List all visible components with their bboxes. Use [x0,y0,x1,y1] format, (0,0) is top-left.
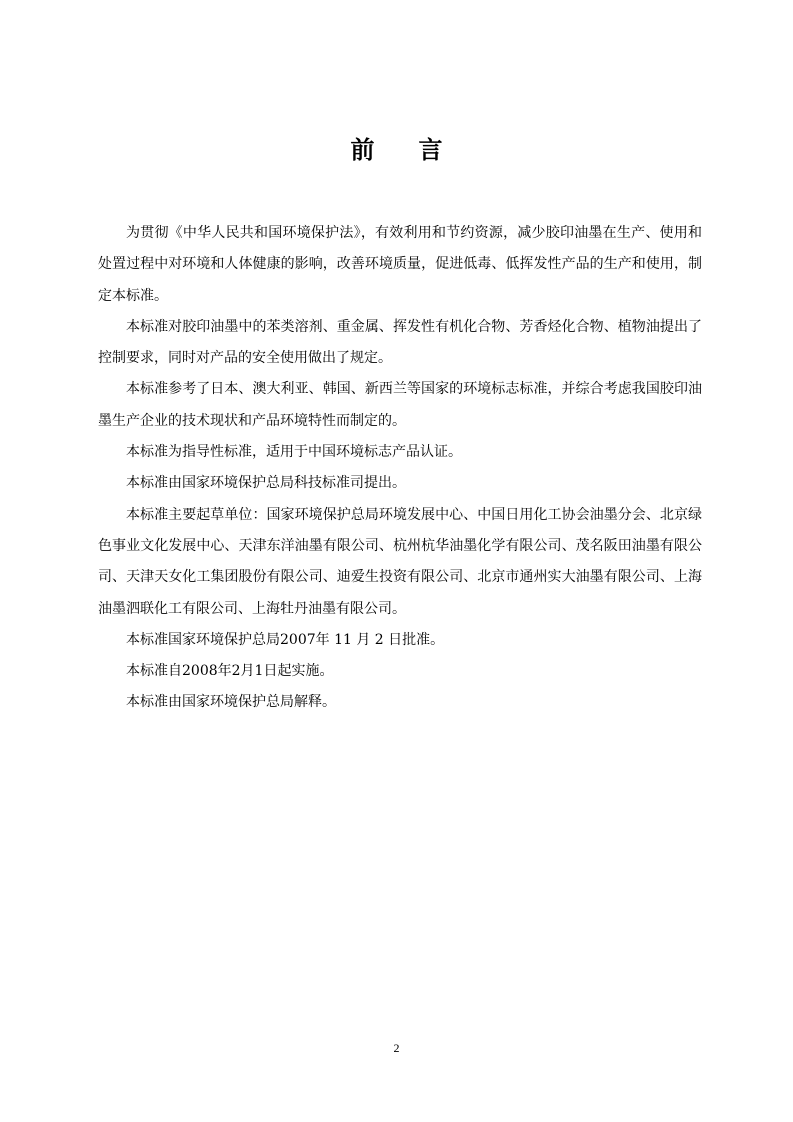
paragraph-references: 本标准参考了日本、澳大利亚、韩国、新西兰等国家的环境标志标准，并综合考虑我国胶印油墨生产企业的技术现状和产品环境特性而制定的。 [98,381,702,429]
paragraph-scope-controls: 本标准对胶印油墨中的苯类溶剂、重金属、挥发性有机化合物、芳香烃化合物、植物油提出了控制要求，同时对产品的安全使用做出了规定。 [98,318,702,367]
paragraph-applicability: 本标准为指导性标准，适用于中国环境标志产品认证。 [126,444,462,461]
paragraph-interpretation: 本标准由国家环境保护总局解释。 [126,694,336,711]
paragraph-purpose: 为贯彻《中华人民共和国环境保护法》，有效利用和节约资源，减少胶印油墨在生产、使用和处置过程中对环境和人体健康的影响，改善环境质量，促进低毒、低挥发性产品的生产和使用，制定本标准。 [98,225,702,304]
page-title: 前言 [350,136,487,164]
paragraph-proposer: 本标准由国家环境保护总局科技标准司提出。 [126,475,406,492]
paragraph-drafting-units: 本标准主要起草单位：国家环境保护总局环境发展中心、中国日用化工协会油墨分会、北京绿色事业文化发展中心、天津东洋油墨有限公司、杭州杭华油墨化学有限公司、茂名阪田油墨有限公司、天津天女化工集团股份有限公司、迪爱生投资有限公司、北京市通州实大油墨有限公司、上海油墨泗联化工有限公司、上海牡丹油墨有限公司。 [98,506,702,617]
paragraph-effective-date: 本标准自2008年2月1日起实施。 [126,663,334,680]
page-number: 2 [393,1041,400,1055]
paragraph-approval-date: 本标准国家环境保护总局2007年 11 月 2 日批准。 [126,631,445,648]
document-body [98,218,702,719]
